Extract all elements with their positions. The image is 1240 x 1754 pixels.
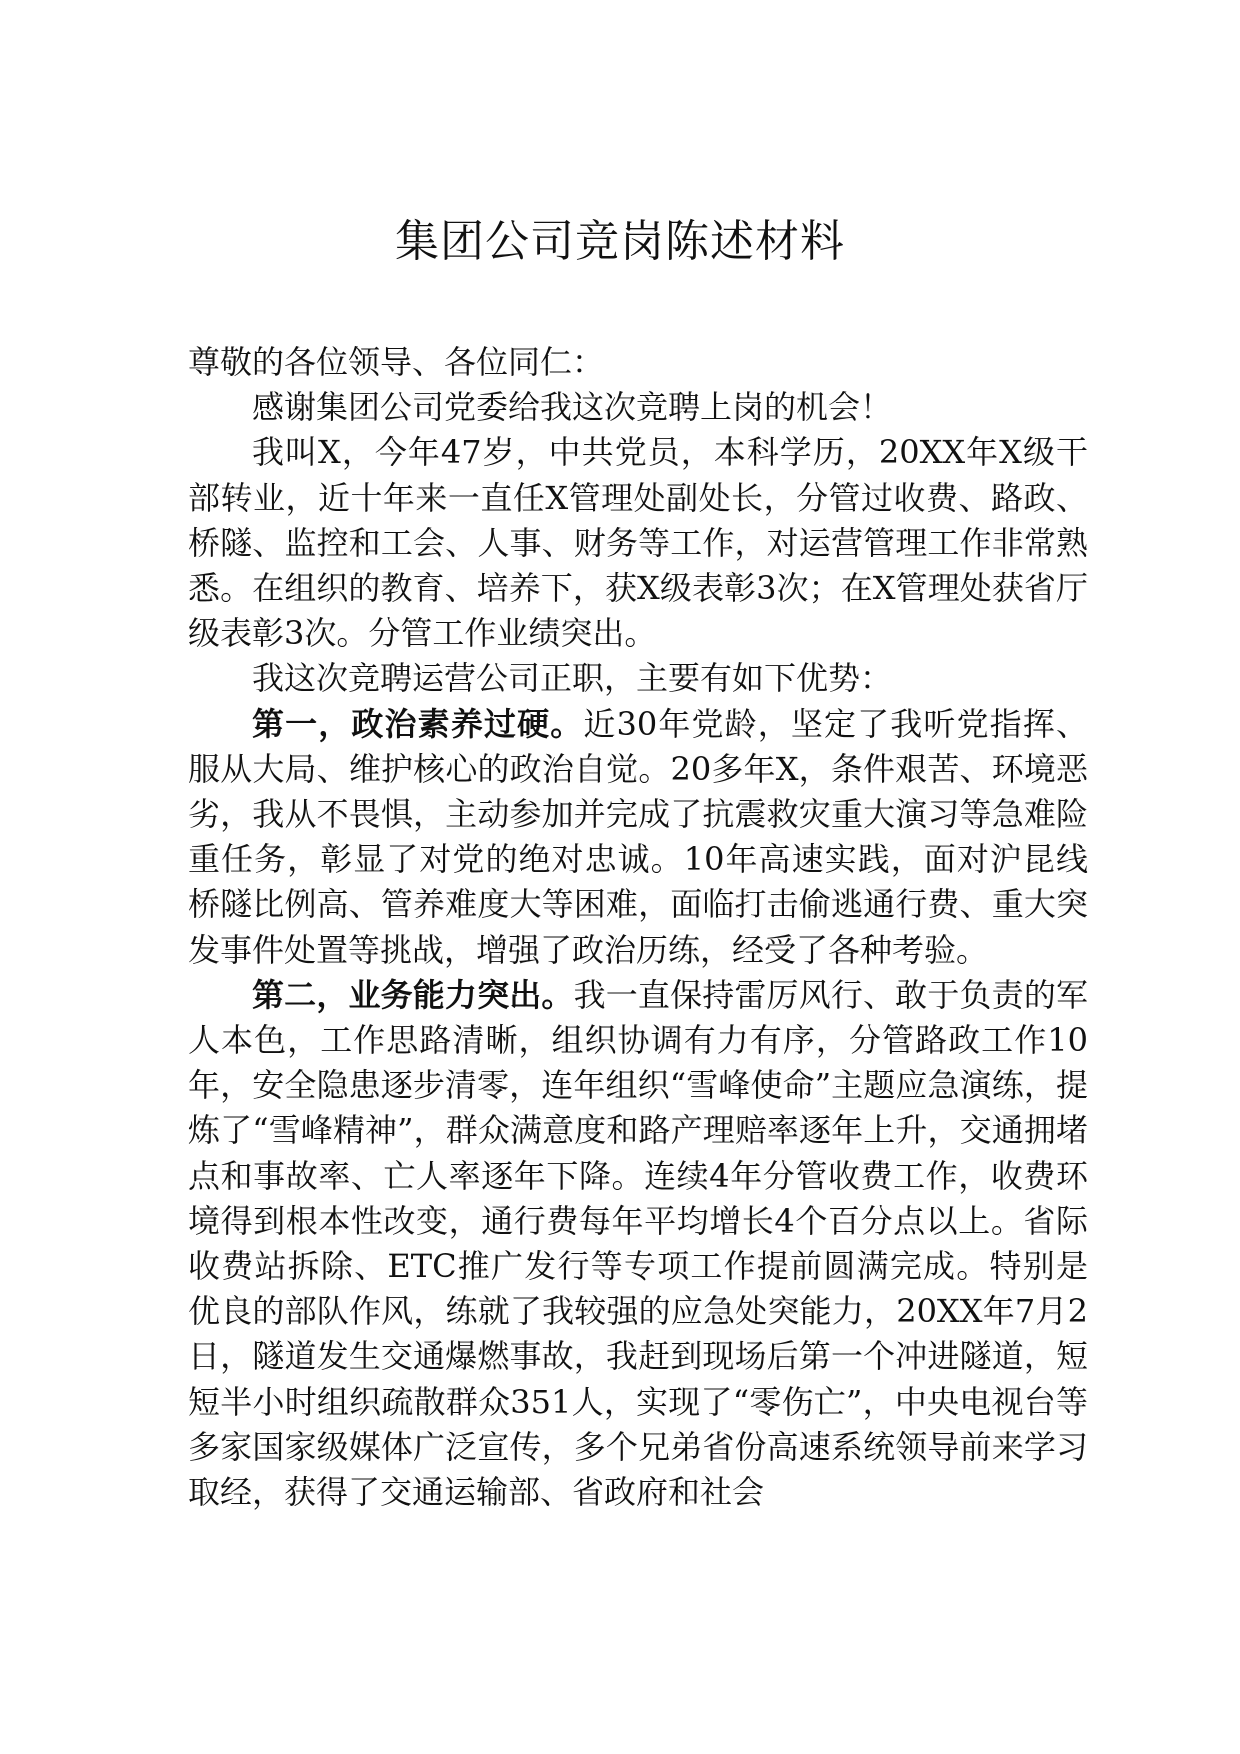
intro-paragraph: 我叫X，今年47岁，中共党员，本科学历，20XX年X级干部转业，近十年来一直任X管理处副处长，分管过收费、路政、桥隧、监控和工会、人事、财务等工作，对运营管理工作非常熟悉。在组织的教育、培养下，获X级表彰3次；在X管理处获省厅级表彰3次。分管工作业绩突出。 bbox=[188, 433, 1088, 653]
point-2-paragraph bbox=[188, 973, 1088, 1515]
point-1-text: 近30年党龄，坚定了我听党指挥、服从大局、维护核心的政治自觉。20多年X，条件艰苦、环境恶劣，我从不畏惧，主动参加并完成了抗震救灾重大演习等急难险重任务，彰显了对党的绝对忠诚。10年高速实践，面对沪昆线桥隧比例高、管养难度大等困难，面临打击偷逃通行费、重大突发事件处置等挑战，增强了政治历练，经受了各种考验。 bbox=[188, 704, 1088, 969]
point-1-heading: 第一，政治素养过硬。 bbox=[252, 704, 584, 743]
point-2-heading: 第二，业务能力突出。 bbox=[252, 975, 574, 1014]
document-body bbox=[188, 340, 1088, 1515]
document-title: 集团公司竞岗陈述材料 bbox=[395, 216, 845, 267]
salutation: 尊敬的各位领导、各位同仁： bbox=[188, 343, 605, 381]
thanks-paragraph: 感谢集团公司党委给我这次竞聘上岗的机会！ bbox=[252, 388, 893, 427]
point-1-paragraph bbox=[188, 702, 1088, 973]
point-2-text: 我一直保持雷厉风行、敢于负责的军人本色，工作思路清晰，组织协调有力有序，分管路政工作10年，安全隐患逐步清零，连年组织“雪峰使命”主题应急演练，提炼了“雪峰精神”，群众满意度和路产理赔率逐年上升，交通拥堵点和事故率、亡人率逐年下降。连续4年分管收费工作，收费环境得到根本性改变，通行费每年平均增长4个百分点以上。省际收费站拆除、ETC推广发行等专项工作提前圆满完成。特别是优良的部队作风，练就了我较强的应急处突能力，20XX年7月2日，隧道发生交通爆燃事故，我赶到现场后第一个冲进隧道，短短半小时组织疏散群众351人，实现了“零伤亡”，中央电视台等多家国家级媒体广泛宣传，多个兄弟省份高速系统领导前来学习取经，获得了交通运输部、省政府和社会 bbox=[188, 975, 1088, 1512]
advantages-lead-paragraph: 我这次竞聘运营公司正职，主要有如下优势： bbox=[252, 659, 893, 698]
